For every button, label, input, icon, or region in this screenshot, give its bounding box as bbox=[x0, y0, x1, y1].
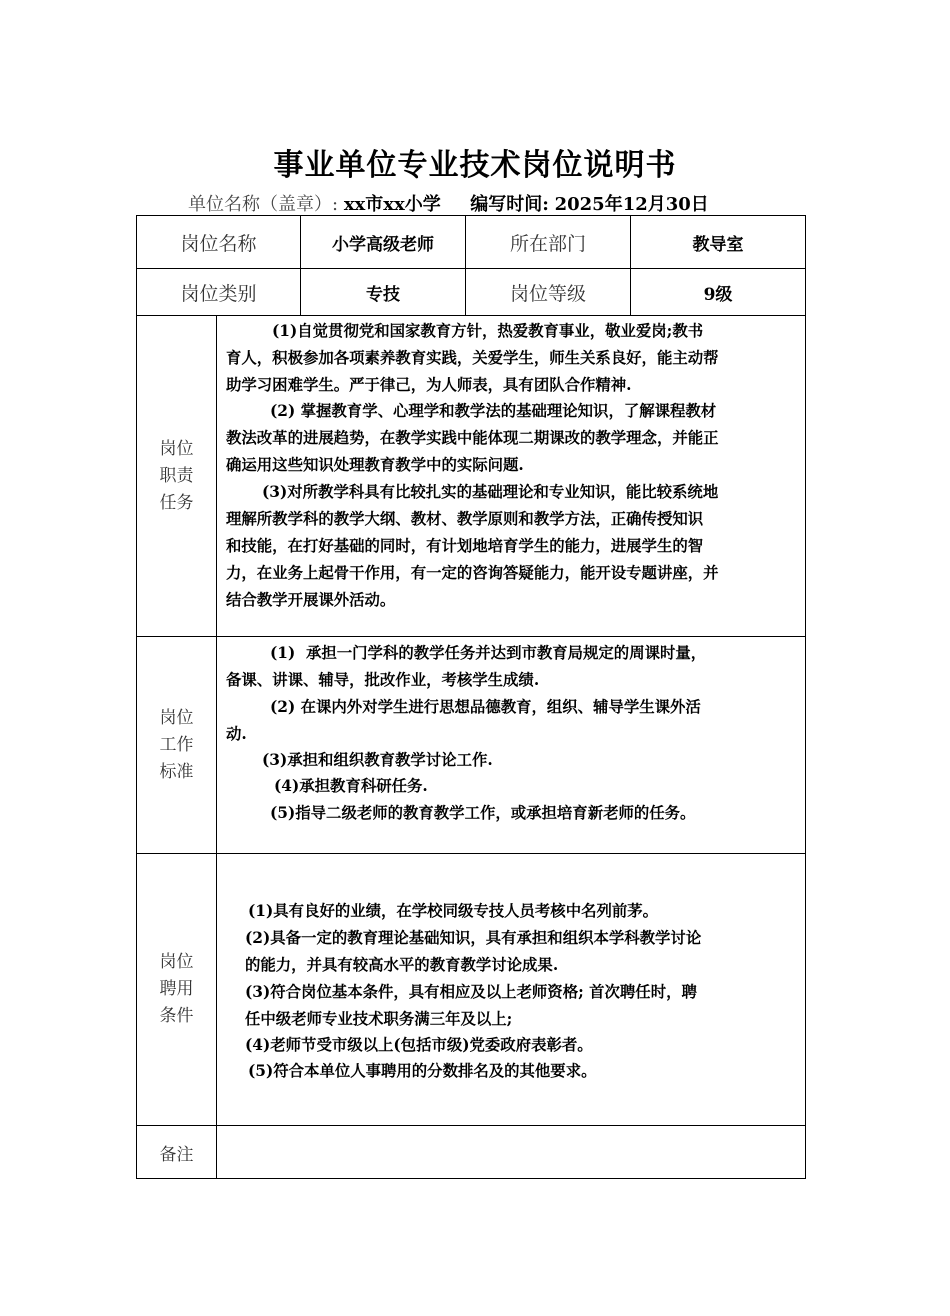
standard-line: (4)承担教育科研任务. bbox=[274, 777, 428, 795]
duty-line: 力，在业务上起骨干作用，有一定的咨询答疑能力，能开设专题讲座，并 bbox=[226, 564, 719, 582]
duty-line: (1)自觉贯彻党和国家教育方针，热爱教育事业，敬业爱岗;教书 bbox=[272, 322, 704, 340]
job-category-label: 岗位类别 bbox=[180, 282, 257, 305]
document-title: 事业单位专业技术岗位说明书 bbox=[273, 148, 677, 183]
job-title-label: 岗位名称 bbox=[180, 232, 257, 255]
duty-line: (2) 掌握教育学、心理学和教学法的基础理论知识，了解课程教材 bbox=[270, 402, 717, 420]
remarks-label: 备注 bbox=[159, 1144, 194, 1165]
unit-name-label: 单位名称（盖章）: bbox=[188, 194, 339, 215]
conditions-label: 岗位 聘用 条件 bbox=[159, 952, 194, 1026]
condition-line: 任中级老师专业技术职务满三年及以上; bbox=[245, 1010, 513, 1028]
duties-label: 岗位 职责 任务 bbox=[159, 438, 194, 513]
standard-line: (5)指导二级老师的教育教学工作，或承担培育新老师的任务。 bbox=[270, 804, 696, 822]
unit-name-value: xx市xx小学 bbox=[343, 194, 441, 215]
standard-line: (1) 承担一门学科的教学任务并达到市教育局规定的周课时量， bbox=[270, 644, 707, 662]
condition-line: (5)符合本单位人事聘用的分数排名及的其他要求。 bbox=[248, 1062, 597, 1080]
date-value: 2025年12月30日 bbox=[554, 194, 709, 215]
condition-line: (3)符合岗位基本条件，具有相应及以上老师资格; 首次聘任时，聘 bbox=[245, 983, 697, 1001]
condition-line: (1)具有良好的业绩，在学校同级专技人员考核中名列前茅。 bbox=[248, 902, 659, 920]
duty-line: 结合教学开展课外活动。 bbox=[226, 591, 396, 609]
job-grade-value: 9级 bbox=[703, 284, 733, 305]
condition-line: 的能力，并具有较高水平的教育教学讨论成果. bbox=[245, 956, 559, 974]
duty-line: 确运用这些知识处理教育教学中的实际问题. bbox=[226, 456, 524, 474]
duty-line: (3)对所教学科具有比较扎实的基础理论和专业知识，能比较系统地 bbox=[262, 483, 719, 501]
date-label: 编写时间: bbox=[470, 194, 549, 215]
standard-line: (2) 在课内外对学生进行思想品德教育，组织、辅导学生课外活 bbox=[270, 698, 701, 716]
duty-line: 育人，积极参加各项素养教育实践，关爱学生，师生关系良好，能主动帮 bbox=[226, 349, 719, 367]
department-value: 教导室 bbox=[692, 234, 744, 255]
header-line bbox=[188, 190, 709, 216]
remarks-value bbox=[217, 1126, 805, 1178]
job-grade-label: 岗位等级 bbox=[509, 282, 586, 305]
standard-line: (3)承担和组织教育教学讨论工作. bbox=[262, 751, 493, 769]
duty-line: 教法改革的进展趋势，在教学实践中能体现二期课改的教学理念，并能正 bbox=[226, 429, 719, 447]
job-title-value: 小学高级老师 bbox=[332, 234, 434, 255]
condition-line: (4)老师节受市级以上(包括市级)党委政府表彰者。 bbox=[245, 1036, 593, 1054]
standards-label: 岗位 工作 标准 bbox=[159, 707, 194, 782]
job-category-value: 专技 bbox=[366, 284, 400, 305]
standard-line: 备课、讲课、辅导，批改作业，考核学生成绩. bbox=[226, 671, 540, 689]
duty-line: 助学习困难学生。严于律己，为人师表，具有团队合作精神. bbox=[226, 376, 632, 394]
duty-line: 和技能，在打好基础的同时，有计划地培育学生的能力，进展学生的智 bbox=[226, 537, 704, 555]
department-label: 所在部门 bbox=[509, 232, 586, 255]
condition-line: (2)具备一定的教育理论基础知识，具有承担和组织本学科教学讨论 bbox=[245, 929, 702, 947]
standard-line: 动. bbox=[226, 725, 247, 743]
duty-line: 理解所教学科的教学大纲、教材、教学原则和教学方法，正确传授知识 bbox=[226, 510, 704, 528]
